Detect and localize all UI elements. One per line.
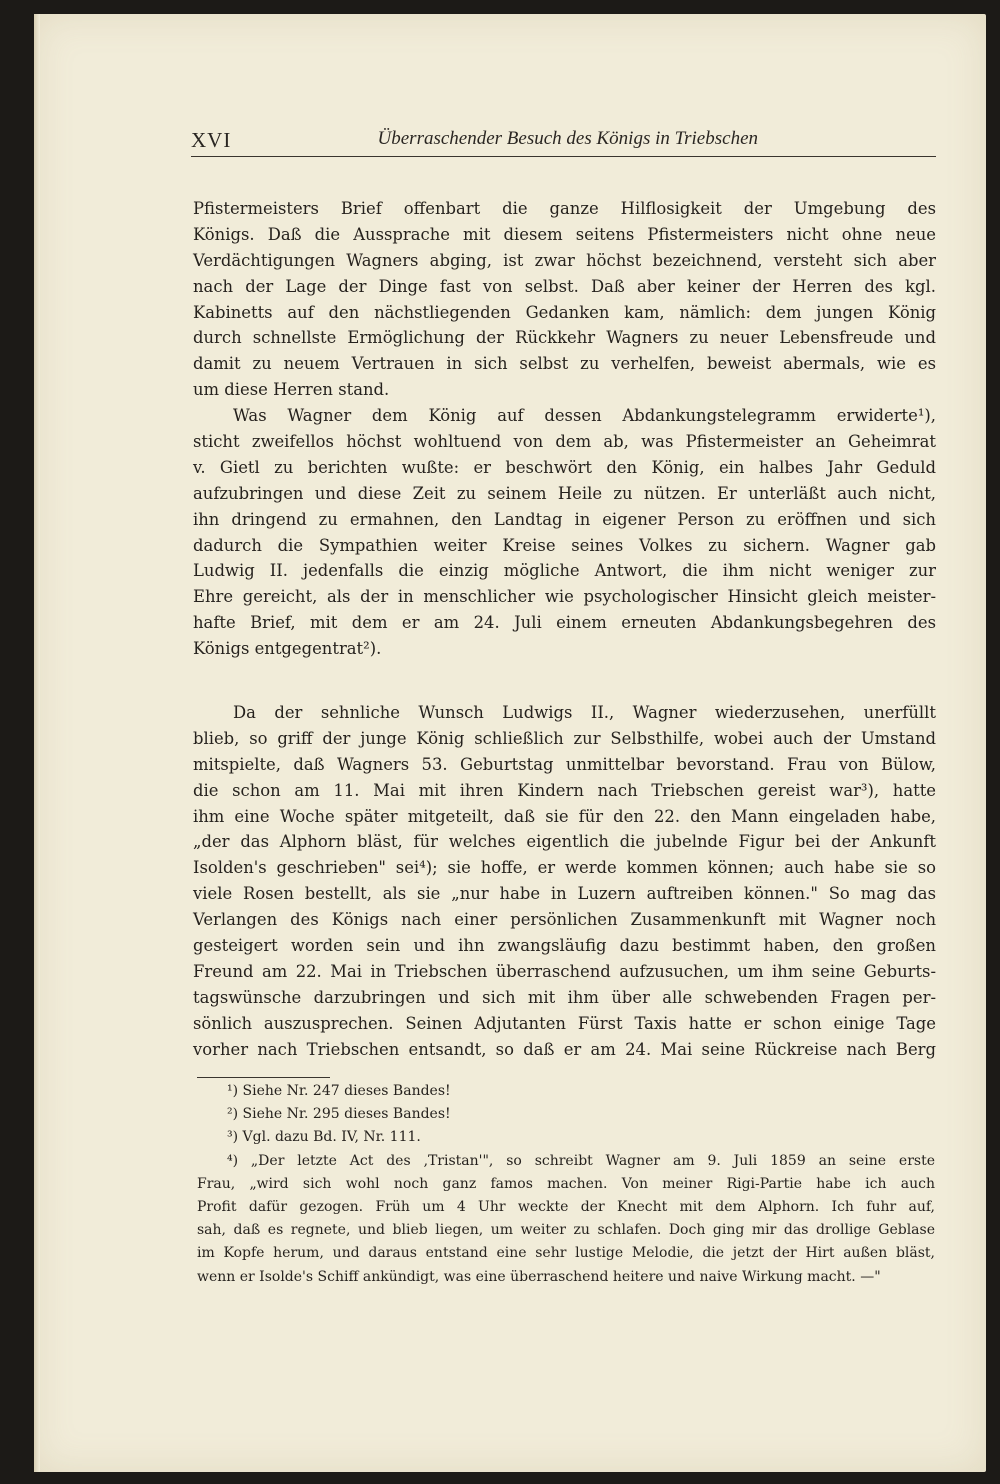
text-line: Ehre gereicht, als der in menschlicher wie psychologischer Hinsicht gleich meister- xyxy=(193,587,936,607)
page-edge-shadow xyxy=(34,14,40,1472)
text-line: ihm eine Woche später mitgeteilt, daß sie für den 22. den Mann eingeladen habe, xyxy=(193,806,936,826)
text-line: tagswünsche darzubringen und sich mit ihm über alle schwebenden Fragen per- xyxy=(193,987,936,1007)
text-line: Was Wagner dem König auf dessen Abdankungstelegramm erwiderte¹), xyxy=(233,406,936,426)
text-line: die schon am 11. Mai mit ihren Kindern nach Triebschen gereist war³), hatte xyxy=(193,780,936,800)
text-line: aufzubringen und diese Zeit zu seinem Heile zu nützen. Er unterläßt auch nicht, xyxy=(193,483,936,503)
text-line: mitspielte, daß Wagners 53. Geburtstag unmittelbar bevorstand. Frau von Bülow, xyxy=(193,754,936,774)
text-line: Ludwig II. jedenfalls die einzig mögliche Antwort, die ihm nicht weniger zur xyxy=(193,561,936,581)
text-line: durch schnellste Ermöglichung der Rückkehr Wagners zu neuer Lebensfreude und xyxy=(193,328,936,348)
text-line: Freund am 22. Mai in Triebschen überraschend aufzusuchen, um ihm seine Geburts- xyxy=(193,961,936,981)
text-line: dadurch die Sympathien weiter Kreise seines Volkes zu sichern. Wagner gab xyxy=(193,535,936,555)
text-line: sticht zweifellos höchst wohltuend von dem ab, was Pfistermeister an Geheimrat xyxy=(193,432,936,452)
footnote-1: ¹) Siehe Nr. 247 dieses Bandes! xyxy=(227,1083,451,1099)
text-line: um diese Herren stand. xyxy=(193,380,390,400)
footnote-4-line: sah, daß es regnete, und blieb liegen, um weiter zu schlafen. Doch ging mir das drollige Geblase xyxy=(197,1222,935,1239)
page-number: XVI xyxy=(191,128,232,152)
text-line: hafte Brief, mit dem er am 24. Juli einem erneuten Abdankungsbegehren des xyxy=(193,613,936,633)
text-line: vorher nach Triebschen entsandt, so daß er am 24. Mai seine Rückreise nach Berg xyxy=(193,1039,936,1059)
footnote-2: ²) Siehe Nr. 295 dieses Bandes! xyxy=(227,1106,451,1123)
footnote-4-line: Frau, „wird sich wohl noch ganz famos machen. Von meiner Rigi-Partie habe ich auch xyxy=(197,1175,935,1192)
page-header xyxy=(191,124,936,158)
text-line: viele Rosen bestellt, als sie „nur habe in Luzern auftreiben können." So mag das xyxy=(193,884,936,904)
text-line: sönlich auszusprechen. Seinen Adjutanten Fürst Taxis hatte er schon einige Tage xyxy=(193,1013,936,1033)
text-line: gesteigert worden sein und ihn zwangsläufig dazu bestimmt haben, den großen xyxy=(193,936,936,956)
text-line: Königs. Daß die Aussprache mit diesem seitens Pfistermeisters nicht ohne neue xyxy=(193,224,936,244)
text-line: Verlangen des Königs nach einer persönlichen Zusammenkunft mit Wagner noch xyxy=(193,910,936,930)
text-line: v. Gietl zu berichten wußte: er beschwört den König, ein halbes Jahr Geduld xyxy=(193,457,936,477)
text-line: Kabinetts auf den nächstliegenden Gedanken kam, nämlich: dem jungen König xyxy=(193,302,936,322)
footnote-rule xyxy=(197,1077,330,1078)
text-line: „der das Alphorn bläst, für welches eigentlich die jubelnde Figur bei der Ankunft xyxy=(193,832,936,852)
text-line: damit zu neuem Vertrauen in sich selbst zu verhelfen, beweist abermals, wie es xyxy=(193,354,936,374)
footnote-3: ³) Vgl. dazu Bd. IV, Nr. 111. xyxy=(227,1129,421,1146)
text-line: Da der sehnliche Wunsch Ludwigs II., Wagner wiederzusehen, unerfüllt xyxy=(233,703,936,722)
text-line: Pfistermeisters Brief offenbart die ganze Hilflosigkeit der Umgebung des xyxy=(193,199,936,218)
text-line: Isolden's geschrieben" sei⁴); sie hoffe, er werde kommen können; auch habe sie so xyxy=(193,858,936,878)
footnote-4-line: wenn er Isolde's Schiff ankündigt, was eine überraschend heitere und naive Wirkung macht. —" xyxy=(197,1268,881,1285)
footnote-4-line: Profit dafür gezogen. Früh um 4 Uhr weckte der Knecht mit dem Alphorn. Ich fuhr auf, xyxy=(197,1198,935,1215)
paragraph-block-1 xyxy=(193,196,936,662)
text-line: ihn dringend zu ermahnen, den Landtag in eigener Person zu eröffnen und sich xyxy=(193,509,936,529)
footnote-4: ⁴) „Der letzte Act des ‚Tristan'", so schreibt Wagner am 9. Juli 1859 an seine erste xyxy=(227,1152,935,1169)
paragraph-block-2 xyxy=(193,700,936,1062)
text-line: Verdächtigungen Wagners abging, ist zwar höchst bezeichnend, versteht sich aber xyxy=(193,250,936,270)
text-line: Königs entgegentrat²). xyxy=(193,639,382,659)
text-line: nach der Lage der Dinge fast von selbst. Daß aber keiner der Herren des kgl. xyxy=(193,276,936,296)
footnote-4-line: im Kopfe herum, und daraus entstand eine sehr lustige Melodie, die jetzt der Hirt außen bläst, xyxy=(197,1245,935,1262)
footnotes xyxy=(197,1080,935,1289)
text-line: blieb, so griff der junge König schließlich zur Selbsthilfe, wobei auch der Umstand xyxy=(193,728,936,748)
header-rule xyxy=(191,156,936,157)
running-title: Überraschender Besuch des Königs in Triebschen xyxy=(377,128,758,149)
